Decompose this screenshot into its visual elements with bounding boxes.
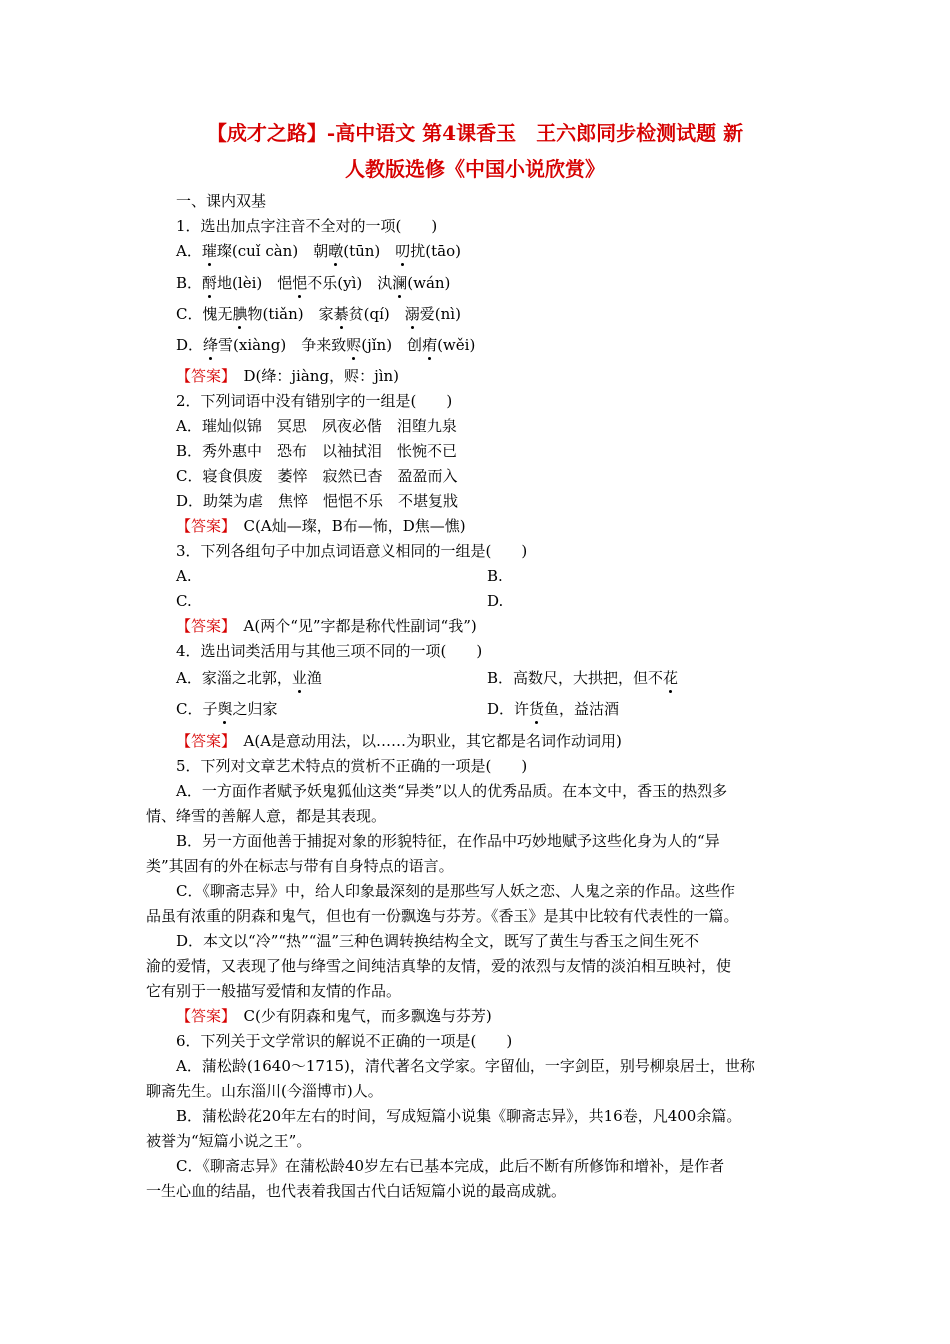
q5-option-a-line-1: A．一方面作者赋予妖鬼狐仙这类“异类”以人的优秀品质。在本文中，香玉的热烈多: [176, 782, 728, 800]
q4-option-d: D．许货鱼，益沽酒: [487, 700, 620, 718]
q1-option-b: B．酹地(lèi) 悒悒不乐(yì) 汍澜(wán): [176, 274, 451, 292]
q6-option-a-line-1: A．蒲松龄(1640～1715)，清代著名文学家。字留仙，一字剑臣，别号柳泉居士，世称: [176, 1057, 755, 1075]
q5-option-d-line-1: D．本文以“冷”“热”“温”三种色调转换结构全文，既写了黄生与香玉之间生死不: [176, 932, 700, 950]
q2-stem: 2．下列词语中没有错别字的一组是( ): [176, 392, 453, 410]
q1-option-a: A．璀璨(cuǐ càn) 朝暾(tūn) 叨扰(tāo): [176, 242, 462, 260]
q3-option-b: B.: [487, 567, 503, 585]
q5-option-c-line-1: C．《聊斋志异》中，给人印象最深刻的是那些写人妖之恋、人鬼之亲的作品。这些作: [176, 882, 735, 900]
q2-option-a: A．璀灿似锦 冥思 夙夜必偕 泪堕九泉: [176, 417, 457, 435]
q6-stem: 6．下列关于文学常识的解说不正确的一项是( ): [176, 1032, 513, 1050]
answer-label: 【答案】: [176, 732, 229, 750]
q2-option-c: C．寝食俱废 萎悴 寂然已杳 盈盈而入: [176, 467, 458, 485]
document-title-line-2: 人教版选修《中国小说欣赏》: [345, 157, 605, 181]
q3-option-c: C.: [176, 592, 192, 610]
q4-answer: 【答案】 A(A是意动用法，以……为职业，其它都是名词作动词用): [176, 732, 622, 750]
q6-option-c-line-2: 一生心血的结晶，也代表着我国古代白话短篇小说的最高成就。: [146, 1182, 567, 1200]
q4-option-a: A．家淄之北郭，业渔: [176, 669, 322, 687]
q5-option-d-line-3: 它有别于一般描写爱情和友情的作品。: [146, 982, 402, 1000]
q6-option-b-line-1: B．蒲松龄花20年左右的时间，写成短篇小说集《聊斋志异》，共16卷，凡400余篇。: [176, 1107, 742, 1125]
section-heading: 一、课内双基: [176, 192, 267, 210]
q3-option-d: D.: [487, 592, 504, 610]
q4-option-b: B．高数尺，大拱把，但不花: [487, 669, 679, 687]
q5-answer: 【答案】 C(少有阴森和鬼气，而多飘逸与芬芳): [176, 1007, 492, 1025]
q1-answer: 【答案】 D(绛：jiàng，赆：jìn): [176, 367, 400, 385]
q5-option-b-line-1: B．另一方面他善于捕捉对象的形貌特征，在作品中巧妙地赋予这些化身为人的“异: [176, 832, 720, 850]
q4-option-c: C．子舆之归家: [176, 700, 278, 718]
q5-option-b-line-2: 类”其固有的外在标志与带有自身特点的语言。: [146, 857, 454, 875]
q1-option-d: D．绛雪(xiàng) 争来致赆(jǐn) 创痏(wěi): [176, 336, 476, 354]
q5-option-a-line-2: 情、绛雪的善解人意，都是其表现。: [146, 807, 387, 825]
q2-option-d: D．助桀为虐 焦悴 悒悒不乐 不堪复戕: [176, 492, 459, 510]
q3-answer: 【答案】 A(两个“见”字都是称代性副词“我”): [176, 617, 477, 635]
q6-option-b-line-2: 被誉为“短篇小说之王”。: [146, 1132, 312, 1150]
answer-label: 【答案】: [176, 1007, 229, 1025]
document-title-line-1: 【成才之路】-高中语文 第4课香玉 王六郎同步检测试题 新: [206, 121, 744, 145]
answer-label: 【答案】: [176, 517, 229, 535]
answer-label: 【答案】: [176, 367, 229, 385]
q4-stem: 4．选出词类活用与其他三项不同的一项( ): [176, 642, 483, 660]
q5-option-d-line-2: 渝的爱情，又表现了他与绛雪之间纯洁真挚的友情，爱的浓烈与友情的淡泊相互映衬，使: [146, 957, 732, 975]
answer-label: 【答案】: [176, 617, 229, 635]
q2-answer: 【答案】 C(A灿—璨，B布—怖，D焦—憔): [176, 517, 466, 535]
q1-stem: 1．选出加点字注音不全对的一项( ): [176, 217, 438, 235]
q1-option-c: C．愧无腆物(tiǎn) 家綦贫(qí) 溺爱(nì): [176, 305, 461, 323]
q2-option-b: B．秀外惠中 恐布 以袖拭泪 怅惋不已: [176, 442, 458, 460]
q6-option-a-line-2: 聊斋先生。山东淄川(今淄博市)人。: [146, 1082, 383, 1100]
q5-option-c-line-2: 品虽有浓重的阴森和鬼气，但也有一份飘逸与芬芳。《香玉》是其中比较有代表性的一篇。: [146, 907, 739, 925]
q6-option-c-line-1: C．《聊斋志异》在蒲松龄40岁左右已基本完成，此后不断有所修饰和增补，是作者: [176, 1157, 725, 1175]
q3-stem: 3．下列各组句子中加点词语意义相同的一组是( ): [176, 542, 528, 560]
q3-option-a: A.: [176, 567, 192, 585]
q5-stem: 5．下列对文章艺术特点的赏析不正确的一项是( ): [176, 757, 528, 775]
